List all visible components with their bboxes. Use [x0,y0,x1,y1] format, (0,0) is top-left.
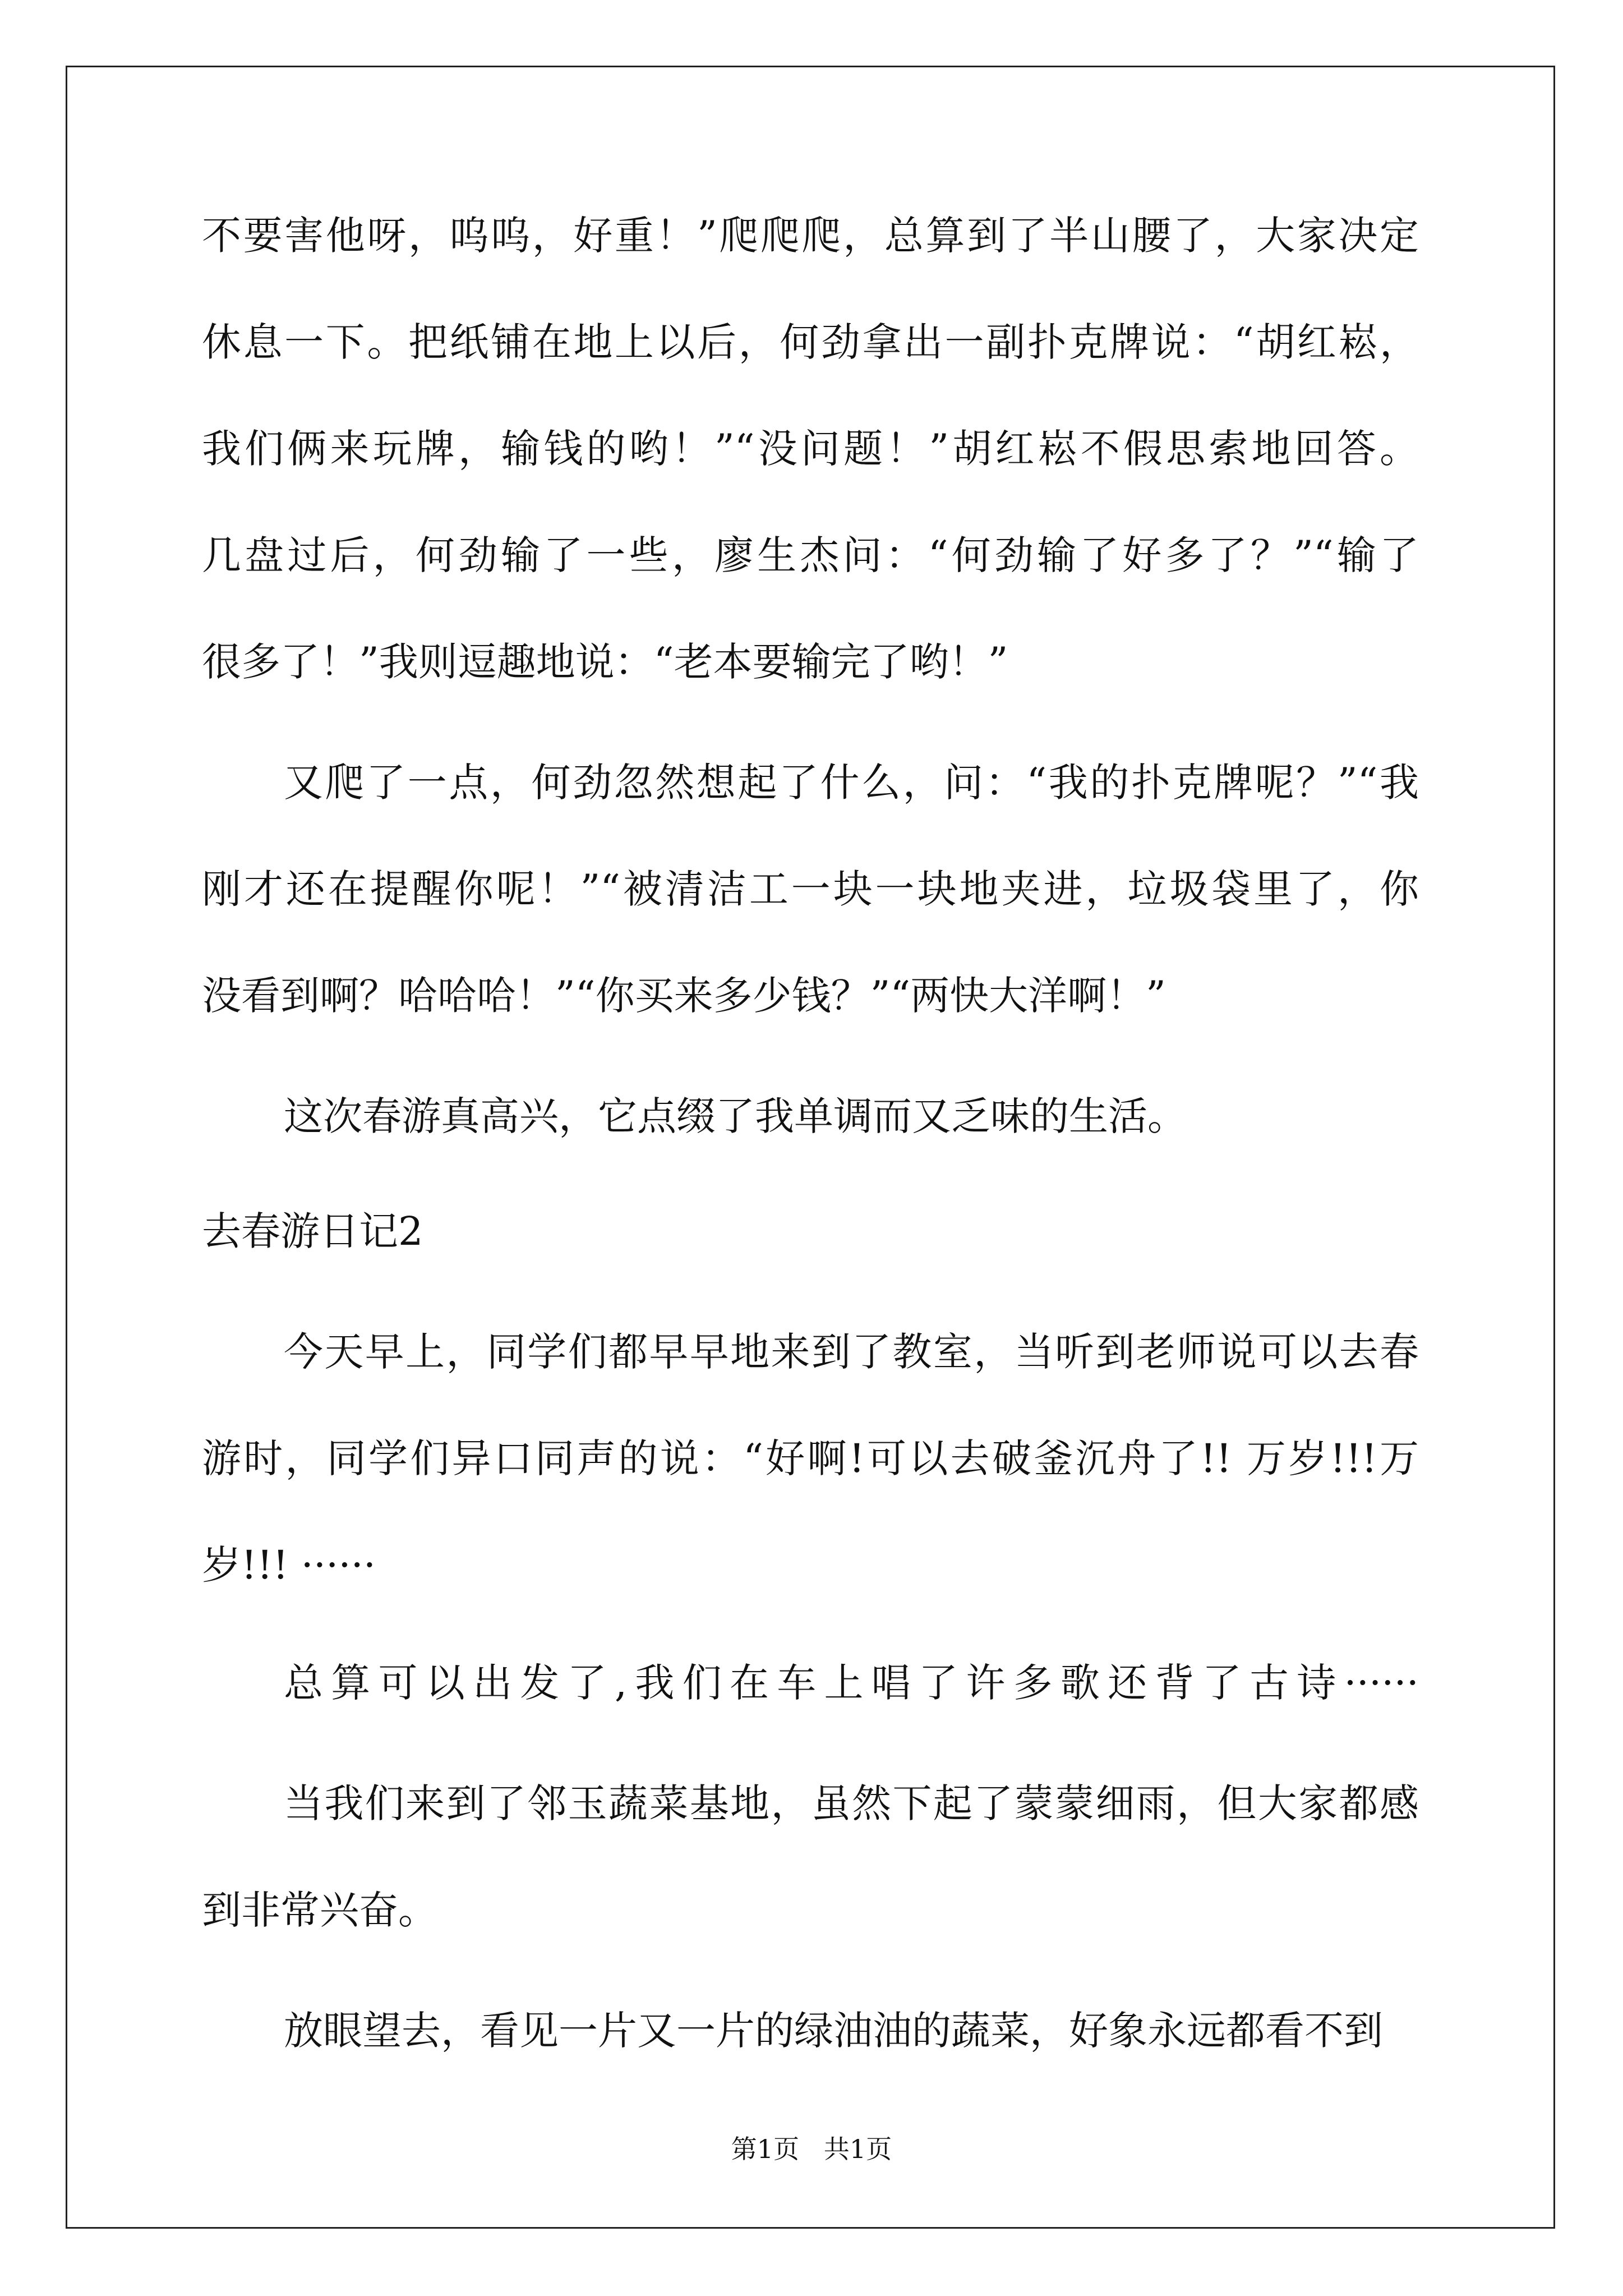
text-line: 没看到啊？哈哈哈！”“你买来多少钱？”“两快大洋啊！” [202,973,1166,1019]
text-line: 游时，同学们异口同声的说：“好啊!可以去破釜沉舟了!! 万岁!!!万 [202,1435,1419,1481]
text-line: 总算可以出发了,我们在车上唱了许多歌还背了古诗······ [284,1660,1419,1706]
text-line: 刚才还在提醒你呢！”“被清洁工一块一块地夹进，垃圾袋里了，你 [202,866,1419,912]
text-line: 几盘过后，何劲输了一些，廖生杰问：“何劲输了好多了？”“输了 [202,532,1419,578]
section-heading: 去春游日记2 [202,1208,423,1254]
text-line: 休息一下。把纸铺在地上以后，何劲拿出一副扑克牌说：“胡红崧， [202,319,1419,365]
text-line: 当我们来到了邻玉蔬菜基地，虽然下起了蒙蒙细雨，但大家都感 [284,1780,1419,1826]
text-line: 很多了！”我则逗趣地说：“老本要输完了哟！” [202,639,1008,685]
text-line: 放眼望去，看见一片又一片的绿油油的蔬菜，好象永远都看不到 [284,2008,1383,2054]
text-line: 我们俩来玩牌，输钱的哟！”“没问题！”胡红崧不假思索地回答。 [202,426,1419,472]
text-line: 岁!!! ······ [202,1542,376,1588]
text-line: 到非常兴奋。 [202,1887,437,1933]
page-footer: 第1页 共1页 [731,2134,892,2164]
text-line: 这次春游真高兴，它点缀了我单调而又乏味的生活。 [284,1093,1187,1139]
text-line: 今天早上，同学们都早早地来到了教室，当听到老师说可以去春 [284,1329,1419,1375]
text-line: 不要害他呀，呜呜，好重！”爬爬爬，总算到了半山腰了，大家决定 [202,213,1419,259]
text-line: 又爬了一点，何劲忽然想起了什么，问：“我的扑克牌呢？”“我 [284,760,1419,806]
